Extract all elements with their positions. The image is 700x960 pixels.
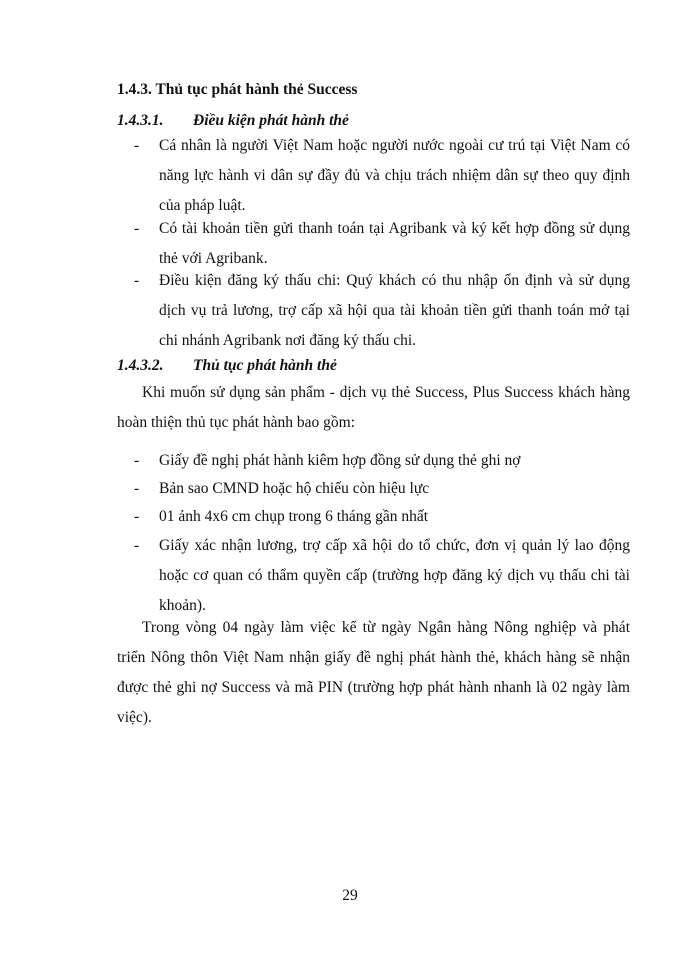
bullet-dash: -: [134, 480, 140, 497]
intro-paragraph: Khi muốn sử dụng sản phẩm - dịch vụ thẻ Success, Plus Success khách hàng hoàn thiện thủ tục phát hành bao gồm:: [117, 384, 630, 431]
list-item: [134, 131, 630, 221]
list-item: [134, 214, 630, 274]
list-item-text: 01 ảnh 4x6 cm chụp trong 6 tháng gần nhất: [159, 508, 429, 525]
subsection-number: 1.4.3.1.: [117, 112, 164, 129]
bullet-dash: -: [134, 508, 140, 525]
subsection-title: Thủ tục phát hành thẻ: [193, 357, 337, 374]
section-heading: 1.4.3. Thủ tục phát hành thẻ Success: [117, 81, 358, 98]
list-item: [134, 446, 630, 476]
list-item-text: Cá nhân là người Việt Nam hoặc người nước ngoài cư trú tại Việt Nam có năng lực hành vi dân sự đầy đủ và chịu trách nhiệm dân sự theo quy định của pháp luật.: [159, 137, 630, 214]
bullet-dash: -: [134, 537, 140, 554]
list-item: [134, 474, 630, 504]
bullet-dash: -: [134, 272, 140, 289]
subsection-number: 1.4.3.2.: [117, 357, 164, 374]
list-item: [134, 531, 630, 621]
bullet-dash: -: [134, 220, 140, 237]
page-number: 29: [342, 887, 358, 904]
list-item-text: Có tài khoản tiền gửi thanh toán tại Agribank và ký kết hợp đồng sử dụng thẻ với Agribank.: [159, 220, 630, 267]
list-item-text: Giấy đề nghị phát hành kiêm hợp đồng sử dụng thẻ ghi nợ: [159, 452, 521, 469]
list-item-text: Bản sao CMND hoặc hộ chiếu còn hiệu lực: [159, 480, 430, 497]
list-item-text: Điều kiện đăng ký thấu chi: Quý khách có thu nhập ổn định và sử dụng dịch vụ trả lương, trợ cấp xã hội qua tài khoản tiền gửi thanh toán mở tại chi nhánh Agribank nơi đăng ký thấu chi.: [159, 272, 630, 349]
subsection-heading-conditions: [117, 111, 349, 131]
subsection-title: Điều kiện phát hành thẻ: [193, 112, 349, 129]
subsection-heading-procedure: [117, 356, 337, 376]
bullet-dash: -: [134, 452, 140, 469]
list-item: [134, 502, 630, 532]
list-item-text: Giấy xác nhận lương, trợ cấp xã hội do tổ chức, đơn vị quản lý lao động hoặc cơ quan có thẩm quyền cấp (trường hợp đăng ký dịch vụ thấu chi tài khoản).: [159, 537, 630, 614]
bullet-dash: -: [134, 137, 140, 154]
closing-paragraph: Trong vòng 04 ngày làm việc kể từ ngày Ngân hàng Nông nghiệp và phát triển Nông thôn Việt Nam nhận giấy đề nghị phát hành thẻ, khách hàng sẽ nhận được thẻ ghi nợ Success và mã PIN (trường hợp phát hành nhanh là 02 ngày làm việc).: [117, 619, 630, 726]
list-item: [134, 266, 630, 356]
